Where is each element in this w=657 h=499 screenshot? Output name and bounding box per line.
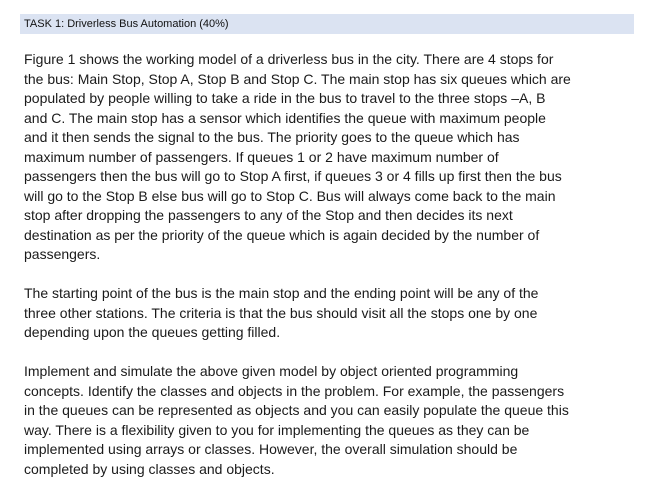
text-line: Figure 1 shows the working model of a driverless bus in the city. There are 4 stops for [24,51,554,67]
text-line: depending upon the queues getting filled. [24,324,281,340]
text-line: concepts. Identify the classes and objects in the problem. For example, the passengers [24,382,565,399]
text-line: and it then sends the signal to the bus. The priority goes to the queue which has [24,129,520,145]
text-line: destination as per the priority of the queue which is again decided by the number of [24,226,540,243]
paragraph-start-end [24,284,644,343]
text-line: maximum number of passengers. If queues 1 or 2 have maximum number of [24,148,499,165]
document-body [24,50,644,499]
text-line: way. There is a flexibility given to you for implementing the queues as they can be [24,421,530,438]
paragraph-description [24,50,644,265]
text-line: the bus: Main Stop, Stop A, Stop B and Stop C. The main stop has six queues which are [24,70,571,87]
paragraph-implementation [24,362,644,479]
text-line: The starting point of the bus is the main stop and the ending point will be any of the [24,285,539,301]
text-line: implemented using arrays or classes. However, the overall simulation should be [24,441,518,457]
text-line: stop after dropping the passengers to any of the Stop and then decides its next [24,207,513,223]
text-line: in the queues can be represented as objects and you can easily populate the queue this [24,402,569,418]
text-line: three other stations. The criteria is that the bus should visit all the stops one by one [24,304,538,321]
text-line: and C. The main stop has a sensor which identifies the queue with maximum people [24,109,546,126]
text-line: passengers. [24,246,101,262]
text-line: passengers then the bus will go to Stop A first, if queues 3 or 4 fills up first then the bus [24,168,562,184]
task-header: TASK 1: Driverless Bus Automation (40%) [20,14,634,34]
text-line: Implement and simulate the above given model by object oriented programming [24,363,519,379]
text-line: will go to the Stop B else bus will go to Stop C. Bus will always come back to the main [24,187,556,204]
text-line: completed by using classes and objects. [24,460,275,477]
text-line: populated by people willing to take a ride in the bus to travel to the three stops –A, B [24,90,546,106]
